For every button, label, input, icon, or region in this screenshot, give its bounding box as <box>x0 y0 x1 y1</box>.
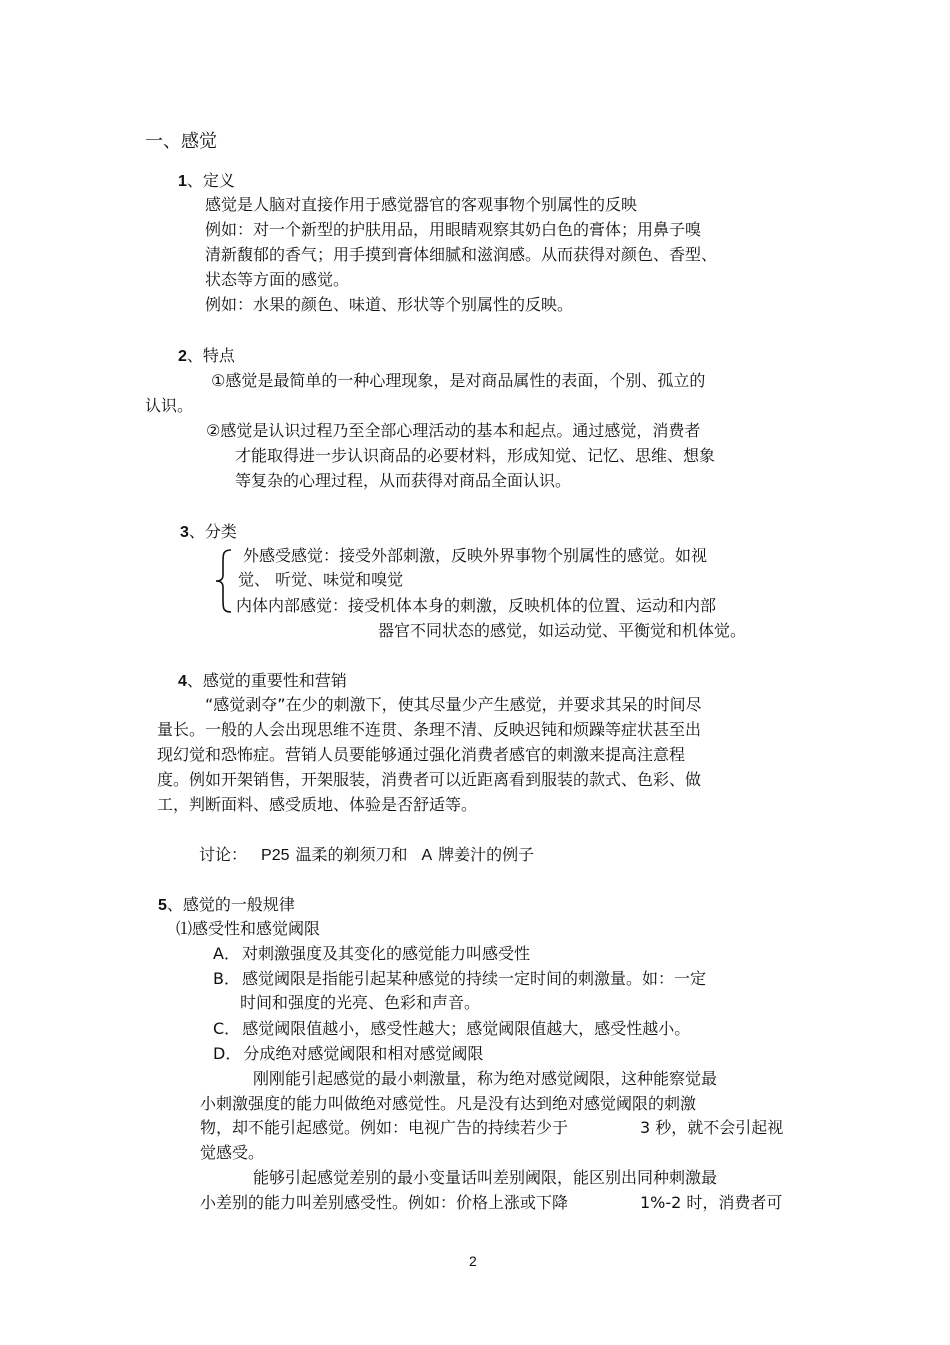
list-letter: C． <box>213 1019 241 1038</box>
text-line: 物，却不能引起感觉。例如：电视广告的持续若少于 <box>200 1118 569 1137</box>
text-line: 觉感受。 <box>200 1143 265 1162</box>
text-line: 量长。一般的人会出现思维不连贯、条理不清、反映迟钝和烦躁等症状甚至出 <box>157 720 702 739</box>
text-line: 才能取得进一步认识商品的必要材料，形成知觉、记忆、思维、想象 <box>235 446 716 465</box>
subsection-number: 5 <box>158 897 167 914</box>
discussion-line <box>199 844 534 867</box>
section-heading: 一、感觉 <box>145 131 217 152</box>
text-line: 认识。 <box>145 396 194 415</box>
page-number: 2 <box>469 1253 477 1269</box>
subsection-label: 、感觉的重要性和营销 <box>186 671 347 690</box>
text-line: 小刺激强度的能力叫做绝对感觉性。凡是没有达到绝对感觉阈限的刺激 <box>200 1094 697 1113</box>
text-line: 外感受感觉：接受外部刺激，反映外界事物个别属性的感觉。如视 <box>243 546 708 565</box>
subsection-number: 2 <box>178 348 187 365</box>
subsection-label: 、感觉的一般规律 <box>166 895 295 914</box>
list-letter: B． <box>213 969 240 988</box>
subsection-number: 3 <box>180 524 189 541</box>
subsection-number: 1 <box>178 173 187 190</box>
page-reference: P25 <box>261 847 290 864</box>
discussion-label: 讨论： <box>199 845 248 864</box>
discussion-text: 牌姜汁的例子 <box>438 845 535 864</box>
list-letter: D． <box>213 1044 242 1063</box>
text-line: 现幻觉和恐怖症。营销人员要能够通过强化消费者感官的刺激来提高注意程 <box>157 745 686 764</box>
list-text: 分成绝对感觉阈限和相对感觉阈限 <box>243 1044 484 1063</box>
subsection-label: 、定义 <box>186 171 235 190</box>
text-line: 感觉是人脑对直接作用于感觉器官的客观事物个别属性的反映 <box>205 195 638 214</box>
list-text: 对刺激强度及其变化的感觉能力叫感受性 <box>241 944 530 963</box>
list-text: 感觉阈限是指能引起某种感觉的持续一定时间的刺激量。如：一定 <box>241 969 706 988</box>
text-line: 能够引起感觉差别的最小变量话叫差别阈限，能区别出同种刺激最 <box>253 1168 718 1187</box>
text-line: 觉、 听觉、味觉和嗅觉 <box>238 570 404 589</box>
text-line: 1%-2 时，消费者可 <box>640 1193 783 1212</box>
text-line: 例如：水果的颜色、味道、形状等个别属性的反映。 <box>205 295 574 314</box>
list-item-continuation: 时间和强度的光亮、色彩和声音。 <box>240 993 481 1012</box>
text-line: 刚刚能引起感觉的最小刺激量，称为绝对感觉阈限，这种能察觉最 <box>253 1069 718 1088</box>
sub-subsection-title: ⑴感受性和感觉阈限 <box>176 919 321 938</box>
list-text: 感觉阈限值越小，感受性越大；感觉阈限值越大，感受性越小。 <box>242 1019 691 1038</box>
subsection-title-classification <box>180 521 237 544</box>
text-line: 状态等方面的感觉。 <box>205 270 350 289</box>
subsection-title-definition <box>178 170 235 193</box>
text-line: ②感觉是认识过程乃至全部心理活动的基本和起点。通过感觉，消费者 <box>206 421 701 440</box>
text-line: 工，判断面料、感受质地、体验是否舒适等。 <box>157 795 478 814</box>
text-line: 器官不同状态的感觉，如运动觉、平衡觉和机体觉。 <box>378 621 747 640</box>
text-line: “感觉剥夺”在少的刺激下，使其尽量少产生感觉，并要求其呆的时间尽 <box>205 695 702 714</box>
text-line: 清新馥郁的香气；用手摸到膏体细腻和滋润感。从而获得对颜色、香型、 <box>205 245 718 264</box>
text-line: 小差别的能力叫差别感受性。例如：价格上涨或下降 <box>200 1193 569 1212</box>
text-line: 3 秒，就不会引起视 <box>640 1118 784 1137</box>
list-item <box>213 968 706 990</box>
text-line: ①感觉是最简单的一种心理现象，是对商品属性的表面，个别、孤立的 <box>211 371 706 390</box>
text-line: 度。例如开架销售，开架服装，消费者可以近距离看到服装的款式、色彩、做 <box>157 770 702 789</box>
subsection-title-features <box>178 345 235 368</box>
list-letter: A． <box>213 944 240 963</box>
brand-letter: A <box>421 847 433 864</box>
list-item <box>213 1043 483 1065</box>
text-line: 内体内部感觉：接受机体本身的刺激，反映机体的位置、运动和内部 <box>236 596 717 615</box>
subsection-title-laws <box>158 894 295 917</box>
curly-brace-icon <box>213 548 235 614</box>
text-line: 等复杂的心理过程，从而获得对商品全面认识。 <box>235 471 572 490</box>
text-line: 例如：对一个新型的护肤用品，用眼睛观察其奶白色的膏体；用鼻子嗅 <box>205 220 702 239</box>
discussion-text: 温柔的剃须刀和 <box>295 845 408 864</box>
list-item <box>213 1018 690 1040</box>
list-item <box>213 943 530 965</box>
subsection-title-importance <box>178 670 347 693</box>
subsection-label: 、分类 <box>188 522 237 541</box>
subsection-number: 4 <box>178 673 187 690</box>
subsection-label: 、特点 <box>186 346 235 365</box>
